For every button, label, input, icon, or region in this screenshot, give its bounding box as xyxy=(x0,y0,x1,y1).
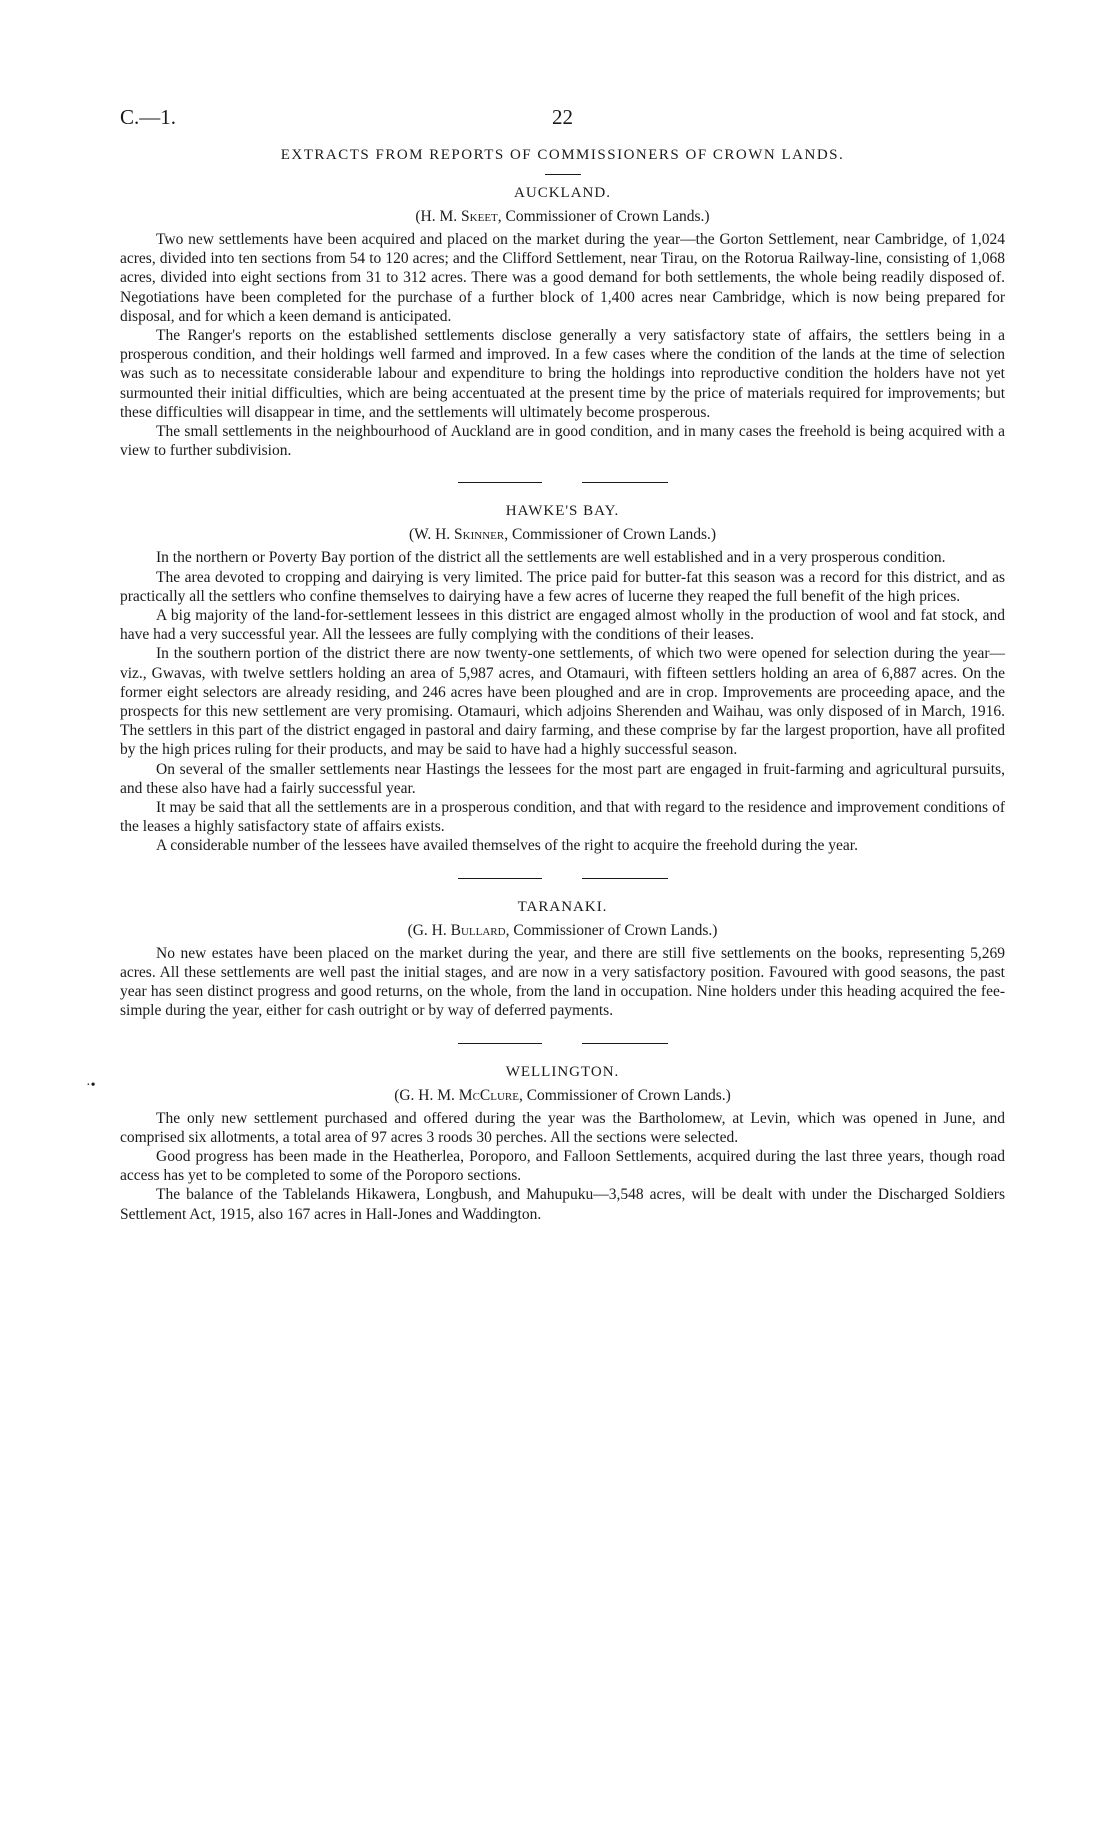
commissioner-role: , Commissioner of Crown Lands.) xyxy=(504,526,717,544)
commissioner-line xyxy=(120,208,1005,226)
paragraph: The small settlements in the neighbourhood of Auckland are in good condition, and in many cases the freehold is being acquired with a view to further subdivision. xyxy=(120,423,1005,460)
paragraph: In the northern or Poverty Bay portion of the district all the settlements are well established and in a very prosperous condition. xyxy=(156,549,946,567)
commissioner-surname: Bullard xyxy=(450,921,506,939)
paragraph: The area devoted to cropping and dairying is very limited. The price paid for butter-fat this season was a record for this district, and as practically all the settlers who confine themselves to dairying have a few acres of lucerne they reaped the full benefit of the high prices. xyxy=(120,568,1005,605)
commissioner-line xyxy=(120,526,1005,544)
document-reference: C.—1. xyxy=(120,105,177,129)
paragraph: The balance of the Tablelands Hikawera, Longbush, and Mahupuku—3,548 acres, will be dealt with under the Discharged Soldiers Settlement Act, 1915, also 167 acres in Hall-Jones and Waddington. xyxy=(120,1186,1005,1223)
commissioner-initials: (H. M. xyxy=(415,208,462,225)
section-title: AUCKLAND. xyxy=(514,185,611,201)
margin-mark: ·• xyxy=(86,1078,96,1093)
commissioner-initials: (G. H. xyxy=(407,921,451,939)
page-number: 22 xyxy=(552,105,573,129)
section-divider xyxy=(458,1043,668,1044)
commissioner-surname: McClure xyxy=(458,1086,519,1104)
section-title: TARANAKI. xyxy=(517,898,608,915)
paragraph: Good progress has been made in the Heatherlea, Poroporo, and Falloon Settlements, acquired during the last three years, though road access has yet to be completed to some of the Poroporo sections. xyxy=(120,1147,1005,1185)
section-taranaki xyxy=(120,899,1005,1021)
section-hawkes-bay xyxy=(120,503,1005,855)
commissioner-surname: Skeet xyxy=(461,208,498,225)
section-auckland xyxy=(120,185,1005,460)
commissioner-role: , Commissioner of Crown Lands.) xyxy=(518,1086,731,1104)
commissioner-surname: Skinner xyxy=(454,526,505,544)
commissioner-line xyxy=(120,1087,1005,1105)
commissioner-initials: (G. H. M. xyxy=(394,1086,459,1104)
paragraph: No new estates have been placed on the market during the year, and there are still five settlements on the books, representing 5,269 acres. All these settlements are well past the initial stages, and are now in a very satisfactory position. Favoured with good seasons, the past year has seen distinct progress and good returns, on the whole, from the land in occupation. Nine holders under this heading acquired the fee-simple during the year, either for cash outright or by way of deferred payments. xyxy=(120,944,1005,1020)
commissioner-role: , Commissioner of Crown Lands.) xyxy=(497,208,710,225)
commissioner-initials: (W. H. xyxy=(408,526,455,544)
main-title: EXTRACTS FROM REPORTS OF COMMISSIONERS OF CROWN LANDS. xyxy=(280,147,845,163)
paragraph: In the southern portion of the district there are now twenty-one settlements, of which two were opened for selection during the year—viz., Gwavas, with twelve settlers holding an area of 5,987 acres, and Otamauri, with fifteen settlers holding an area of 6,887 acres. On the former eight selectors are already residing, and 246 acres have been ploughed and are in crop. Improvements are proceeding apace, and the prospects for this new settlement are very promising. Otamauri, which adjoins Sherenden and Waihau, was only disposed of in March, 1916. The settlers in this part of the district engaged in pastoral and dairy farming, and these comprise by far the largest proportion, have all profited by the high prices ruling for their products, and may be said to have had a highly successful season. xyxy=(120,645,1005,759)
document-page xyxy=(120,105,1005,1224)
commissioner-line xyxy=(120,922,1005,940)
running-head xyxy=(120,105,1005,133)
section-divider xyxy=(458,482,668,483)
paragraph: On several of the smaller settlements near Hastings the lessees for the most part are engaged in fruit-farming and agricultural pursuits, and these also have had a fairly successful year. xyxy=(120,760,1005,797)
title-rule xyxy=(545,174,581,175)
paragraph: Two new settlements have been acquired and placed on the market during the year—the Gorton Settlement, near Cambridge, of 1,024 acres, divided into ten sections from 54 to 120 acres; and the Clifford Settlement, near Tirau, on the Rotorua Railway-line, consisting of 1,068 acres, divided into eight sections from 31 to 312 acres. There was a good demand for both settlements, the whole being readily disposed of. Negotiations have been completed for the purchase of a further block of 1,400 acres near Cambridge, which is now being prepared for disposal, and for which a keen demand is anticipated. xyxy=(120,231,1005,325)
section-wellington xyxy=(120,1064,1005,1224)
paragraph: A big majority of the land-for-settlement lessees in this district are engaged almost wholly in the production of wool and fat stock, and have had a very successful year. All the lessees are fully complying with the conditions of their leases. xyxy=(120,607,1005,644)
section-divider xyxy=(458,878,668,879)
paragraph: The Ranger's reports on the established settlements disclose generally a very satisfactory state of affairs, the settlers being in a prosperous condition, and their holdings well farmed and improved. In a few cases where the condition of the lands at the time of selection was such as to necessitate considerable labour and expenditure to bring the holdings into reproductive condition the holders have not yet surmounted their initial difficulties, which are being accentuated at the present time by the price of materials required for improvements; but these difficulties will disappear in time, and the settlements will ultimately become prosperous. xyxy=(120,327,1005,421)
section-title: HAWKE'S BAY. xyxy=(505,503,620,520)
paragraph: A considerable number of the lessees have availed themselves of the right to acquire the freehold during the year. xyxy=(156,837,858,855)
section-title: WELLINGTON. xyxy=(505,1063,620,1080)
commissioner-role: , Commissioner of Crown Lands.) xyxy=(505,921,718,939)
paragraph: The only new settlement purchased and offered during the year was the Bartholomew, at Levin, which was opened in June, and comprised six allotments, a total area of 97 acres 3 roods 30 perches. All the sections were selected. xyxy=(120,1109,1005,1146)
paragraph: It may be said that all the settlements are in a prosperous condition, and that with regard to the residence and improvement conditions of the leases a highly satisfactory state of affairs exists. xyxy=(120,799,1005,836)
